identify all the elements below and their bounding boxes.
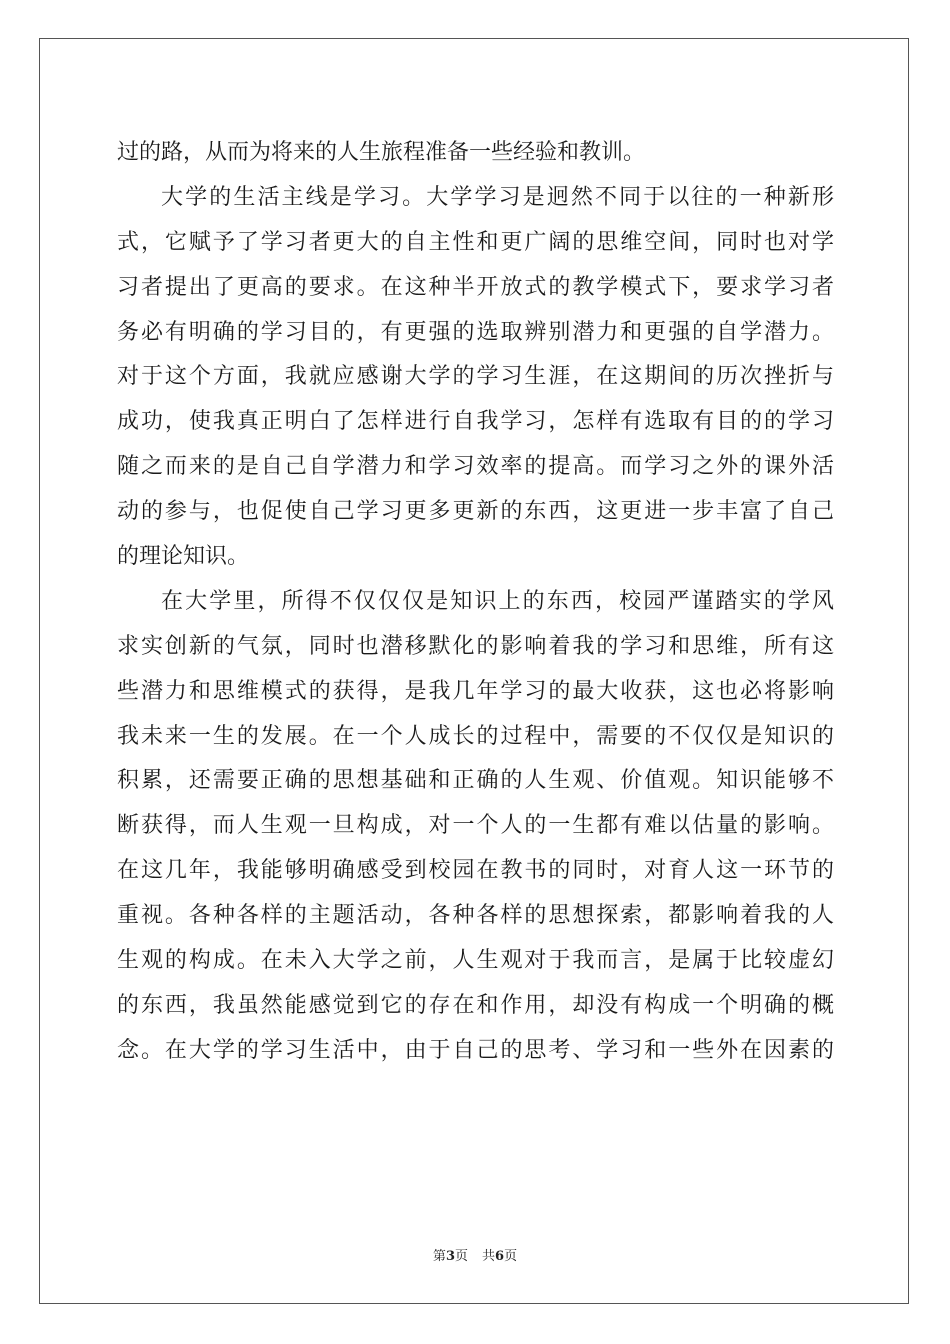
text-line: 些潜力和思维模式的获得，是我几年学习的最大收获，这也必将影响 xyxy=(117,678,834,704)
text-line: 重视。各种各样的主题活动，各种各样的思想探索，都影响着我的人 xyxy=(117,903,834,929)
text-line: 断获得，而人生观一旦构成，对一个人的一生都有难以估量的影响。 xyxy=(117,813,834,839)
current-page-number: 3 xyxy=(445,1249,455,1264)
text-line: 的东西，我虽然能感觉到它的存在和作用，却没有构成一个明确的概 xyxy=(117,992,834,1018)
text-line: 我未来一生的发展。在一个人成长的过程中，需要的不仅仅是知识的 xyxy=(117,723,834,749)
text-line: 习者提出了更高的要求。在这种半开放式的教学模式下，要求学习者 xyxy=(117,274,834,300)
text-line: 随之而来的是自己自学潜力和学习效率的提高。而学习之外的课外活 xyxy=(117,454,834,480)
text-line: 在大学里，所得不仅仅仅是知识上的东西，校园严谨踏实的学风 xyxy=(161,588,834,614)
document-body xyxy=(117,131,834,1074)
text-line: 成功，使我真正明白了怎样进行自我学习，怎样有选取有目的的学习 xyxy=(117,409,834,435)
text-line: 在这几年，我能够明确感受到校园在教书的同时，对育人这一环节的 xyxy=(117,858,834,884)
total-label-prefix: 共 xyxy=(482,1249,496,1264)
text-line: 积累，还需要正确的思想基础和正确的人生观、价值观。知识能够不 xyxy=(117,768,834,794)
text-line: 过的路，从而为将来的人生旅程准备一些经验和教训。 xyxy=(117,140,646,165)
text-line: 求实创新的气氛，同时也潜移默化的影响着我的学习和思维，所有这 xyxy=(117,633,834,659)
text-line: 动的参与，也促使自己学习更多更新的东西，这更进一步丰富了自己 xyxy=(117,499,834,525)
total-page-count: 6 xyxy=(495,1249,505,1264)
total-label-suffix: 页 xyxy=(504,1249,518,1264)
page-label-prefix: 第 xyxy=(432,1249,446,1264)
text-line: 念。在大学的学习生活中，由于自己的思考、学习和一些外在因素的 xyxy=(117,1037,834,1063)
text-line: 务必有明确的学习目的，有更强的选取辨别潜力和更强的自学潜力。 xyxy=(117,319,834,345)
text-line: 式，它赋予了学习者更大的自主性和更广阔的思维空间，同时也对学 xyxy=(117,229,834,255)
text-line: 生观的构成。在未入大学之前，人生观对于我而言，是属于比较虚幻 xyxy=(117,948,834,974)
text-line: 的理论知识。 xyxy=(117,544,250,570)
text-line: 对于这个方面，我就应感谢大学的学习生涯，在这期间的历次挫折与 xyxy=(117,364,834,390)
page-label-suffix: 页 xyxy=(454,1249,468,1264)
page-footer xyxy=(0,1248,950,1266)
text-line: 大学的生活主线是学习。大学学习是迥然不同于以往的一种新形 xyxy=(161,184,834,210)
